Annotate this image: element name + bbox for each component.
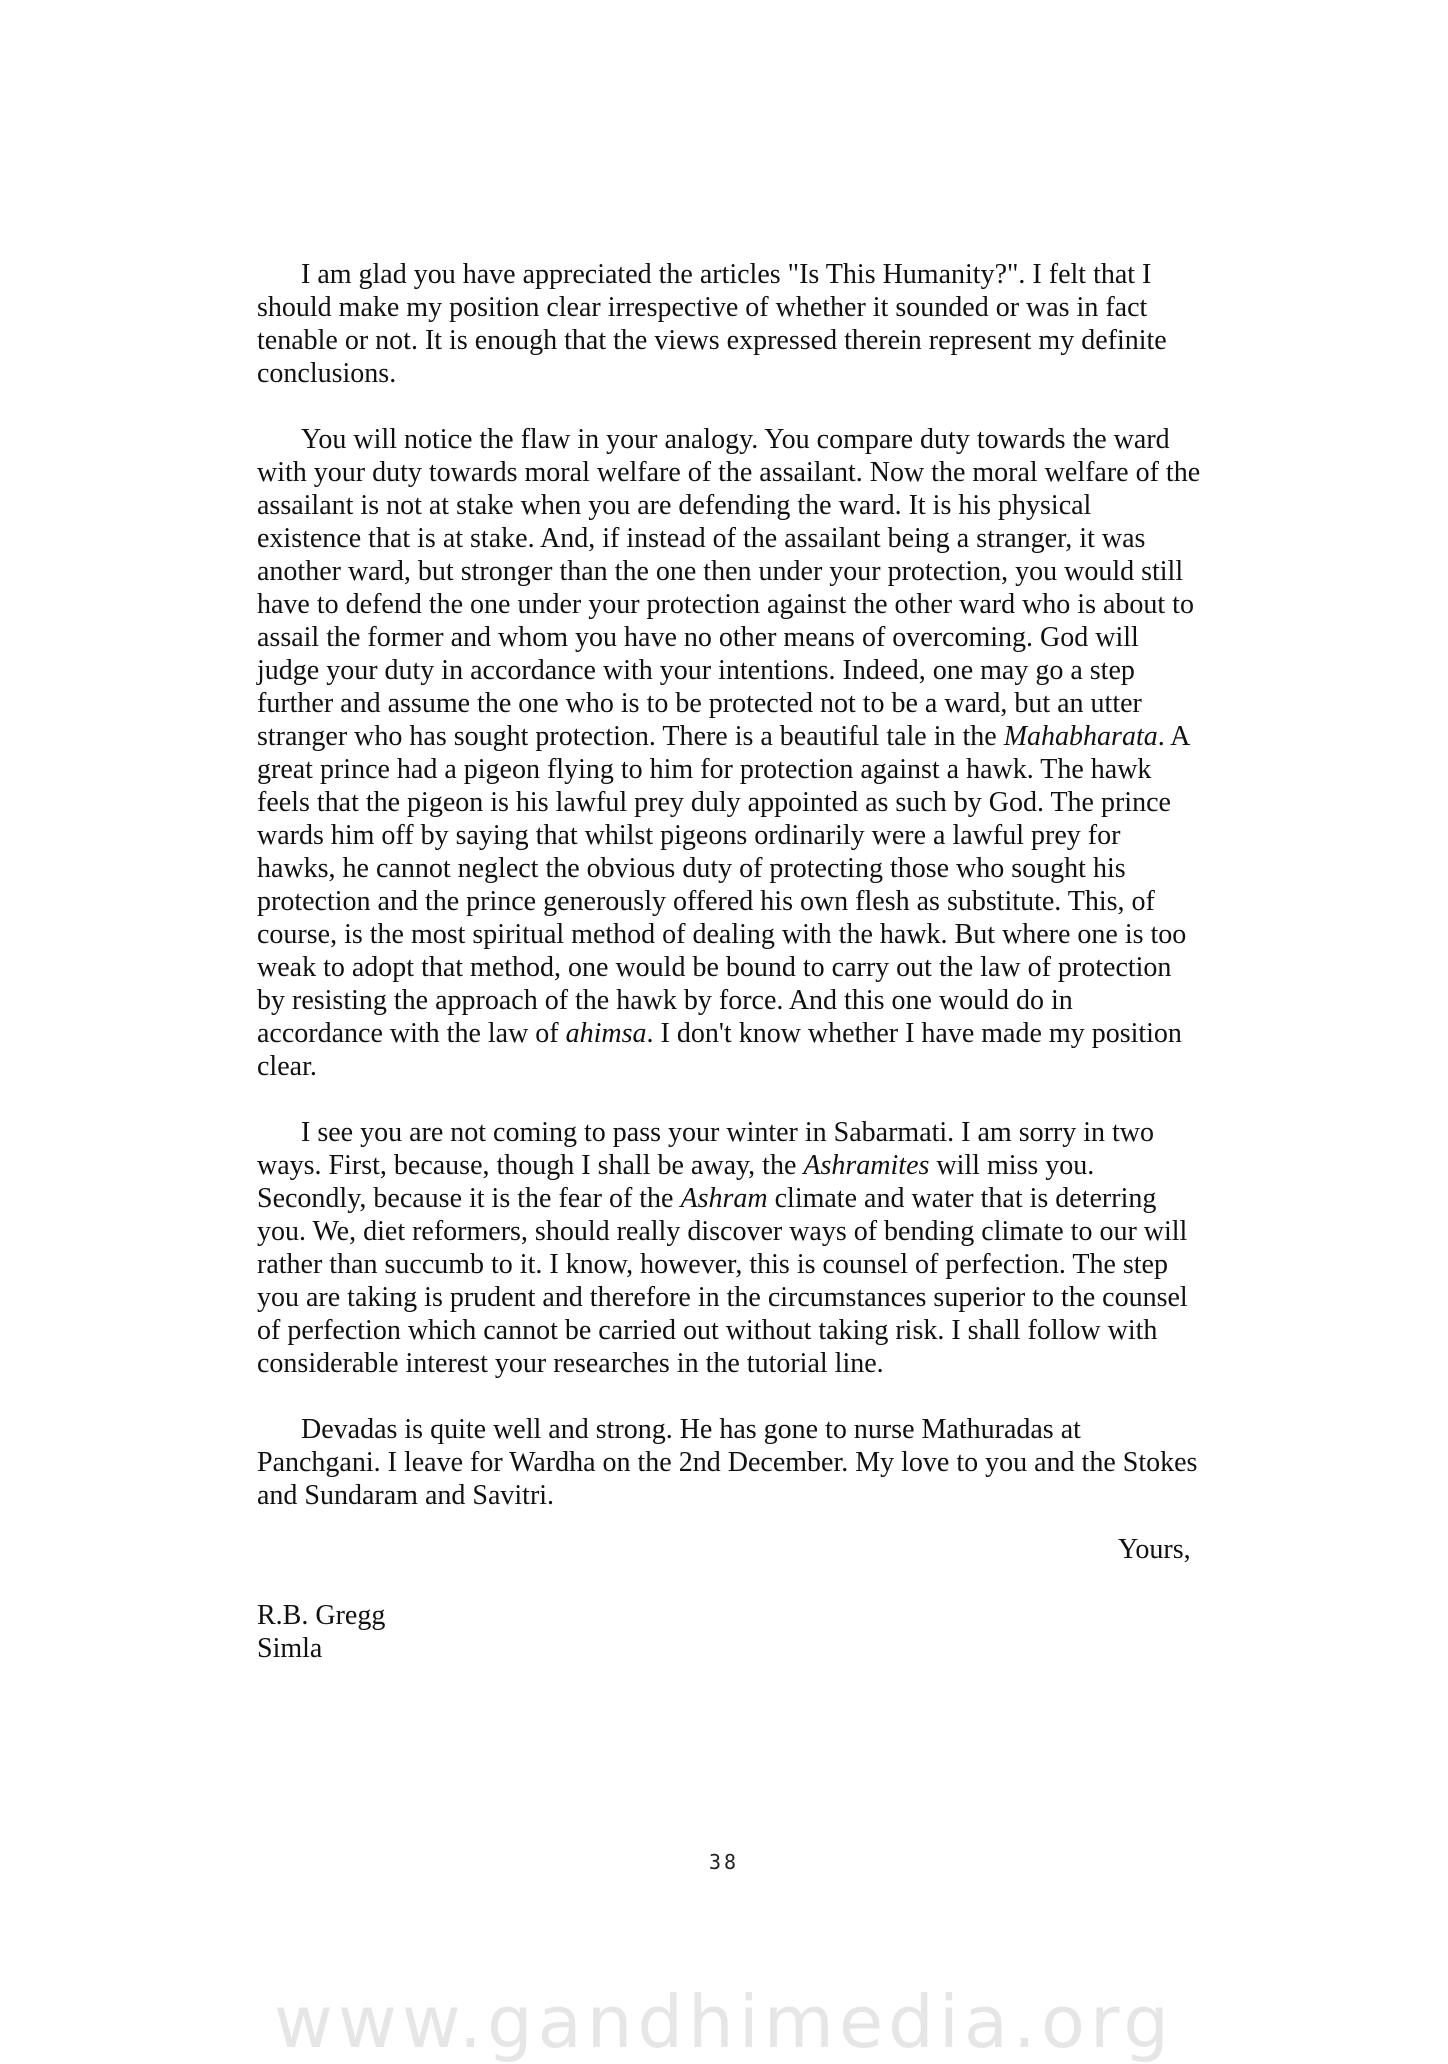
- paragraph-3: [257, 1116, 1202, 1380]
- paragraph-1: [257, 258, 1202, 390]
- paragraph-text: . I don't know whether I have made my position clear.: [257, 1018, 1182, 1082]
- paragraph-2: [257, 423, 1202, 1083]
- italic-term-ahimsa: ahimsa: [565, 1018, 647, 1049]
- letter-closing: Yours,: [1118, 1534, 1191, 1565]
- recipient-place: Simla: [257, 1633, 323, 1664]
- paragraph-text: climate and water that is deterring you. We, diet reformers, should really discover ways of bending climate to our will rather than succumb to it. I know, however, this is counsel of perfection. The step you are taking is prudent and therefore in the circumstances superior to the counsel of perfection which cannot be carried out without taking risk. I shall follow with considerable interest your researches in the tutorial line.: [257, 1183, 1188, 1379]
- paragraph-text: Devadas is quite well and strong. He has gone to nurse Mathuradas at Panchgani. I leave for Wardha on the 2nd December. My love to you and the Stokes and Sundaram and Savitri.: [257, 1414, 1198, 1511]
- paragraph-text: . A great prince had a pigeon flying to him for protection against a hawk. The hawk feels that the pigeon is his lawful prey duly appointed as such by God. The prince wards him off by saying that whilst pigeons ordinarily were a lawful prey for hawks, he cannot neglect the obvious duty of protecting those who sought his protection and the prince generously offered his own flesh as substitute. This, of course, is the most spiritual method of dealing with the hawk. But where one is too weak to adopt that method, one would be bound to carry out the law of protection by resisting the approach of the hawk by force. And this one would do in accordance with the law of: [257, 721, 1189, 1049]
- paragraph-text: You will notice the flaw in your analogy. You compare duty towards the ward with your duty towards moral welfare of the assailant. Now the moral welfare of the assailant is not at stake when you are defending the ward. It is his physical existence that is at stake. And, if instead of the assailant being a stranger, it was another ward, but stronger than the one then under your protection, you would still have to defend the one under your protection against the other ward who is about to assail the former and whom you have no other means of overcoming. God will judge your duty in accordance with your intentions. Indeed, one may go a step further and assume the one who is to be protected not to be a ward, but an utter stranger who has sought protection. There is a beautiful tale in the: [257, 424, 1201, 752]
- recipient-name: R.B. Gregg: [257, 1600, 386, 1631]
- paragraph-text: will miss you. Secondly, because it is the fear of the: [257, 1150, 1095, 1214]
- page-number: 38: [708, 1850, 740, 1874]
- paragraph-text: I am glad you have appreciated the articles "Is This Humanity?". I felt that I should make my position clear irrespective of whether it sounded or was in fact tenable or not. It is enough that the views expressed therein represent my definite conclusions.: [257, 259, 1167, 389]
- recipient-address: [257, 1599, 385, 1665]
- letter-body: [257, 258, 1202, 1545]
- paragraph-text: I see you are not coming to pass your winter in Sabarmati. I am sorry in two ways. First, because, though I shall be away, the: [257, 1117, 1155, 1181]
- watermark-url: www.gandhimedia.org: [274, 1980, 1174, 2064]
- italic-term-mahabharata: Mahabharata: [1003, 721, 1158, 752]
- italic-term-ashram: Ashram: [680, 1183, 768, 1214]
- paragraph-4: [257, 1413, 1202, 1512]
- italic-term-ashramites: Ashramites: [803, 1150, 930, 1181]
